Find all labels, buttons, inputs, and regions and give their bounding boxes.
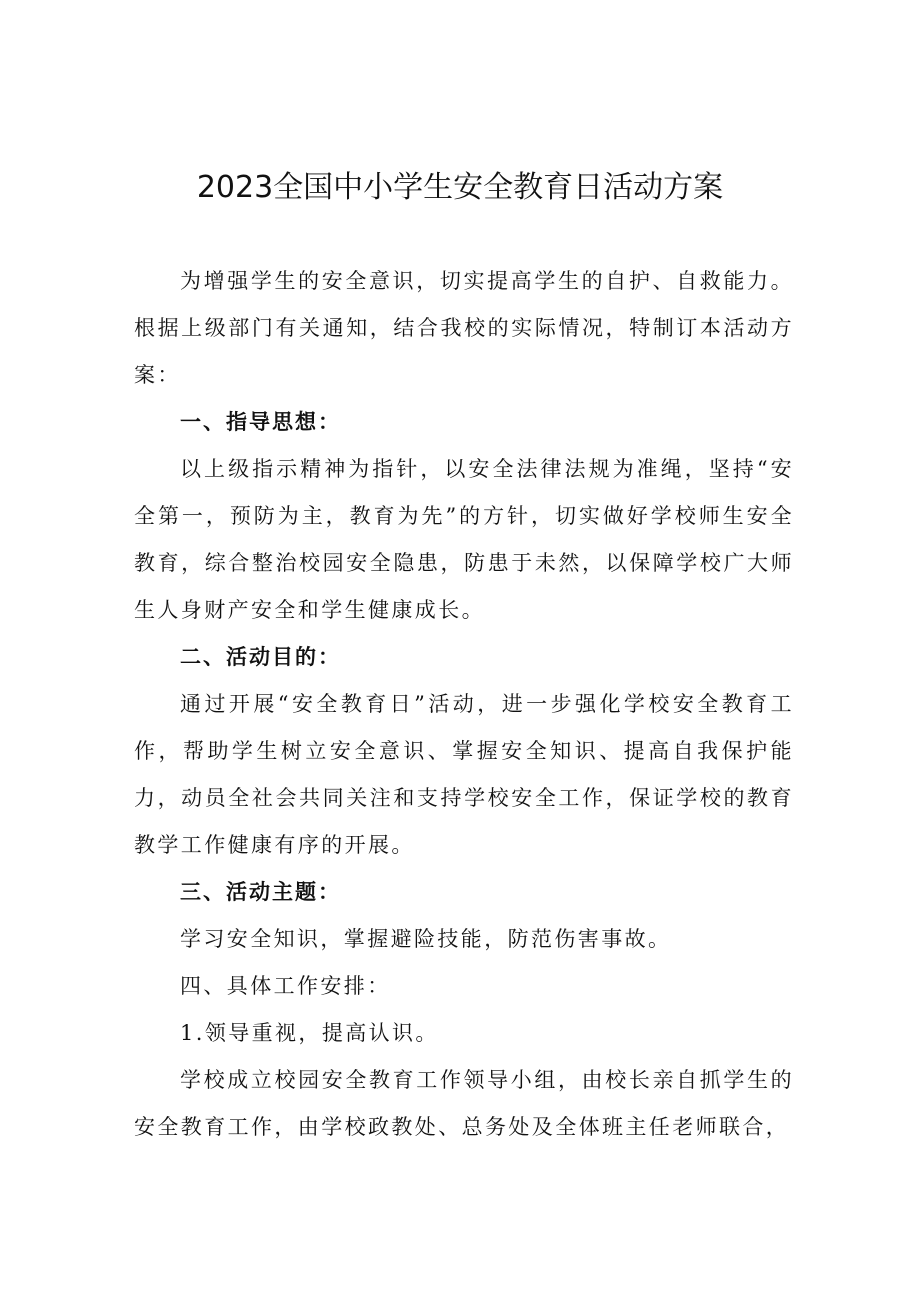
section-text-guiding-ideology: 以上级指示精神为指针，以安全法律法规为准绳，坚持“安全第一，预防为主，教育为先”的方针，切实做好学校师生安全教育，综合整治校园安全隐患，防患于未然，以保障学校广大师生人身财产安全和学生健康成长。 bbox=[134, 457, 794, 622]
intro-paragraph: 为增强学生的安全意识，切实提高学生的自护、自救能力。根据上级部门有关通知，结合我校的实际情况，特制订本活动方案： bbox=[134, 269, 794, 387]
section-heading-activity-purpose: 二、活动目的： bbox=[180, 645, 341, 669]
section-heading-activity-theme: 三、活动主题： bbox=[180, 880, 341, 904]
document-body bbox=[134, 258, 794, 1151]
page-title: 2023全国中小学生安全教育日活动方案 bbox=[196, 170, 724, 205]
work-item-1: 1.领导重视，提高认识。 bbox=[180, 1021, 439, 1045]
section-heading-work-arrangement: 四、具体工作安排： bbox=[180, 974, 391, 998]
section-text-activity-purpose: 通过开展“安全教育日”活动，进一步强化学校安全教育工作，帮助学生树立安全意识、掌握安全知识、提高自我保护能力，动员全社会共同关注和支持学校安全工作，保证学校的教育教学工作健康有序的开展。 bbox=[134, 692, 794, 857]
section-text-work-arrangement: 学校成立校园安全教育工作领导小组，由校长亲自抓学生的安全教育工作，由学校政教处、总务处及全体班主任老师联合， bbox=[134, 1068, 794, 1139]
section-text-activity-theme: 学习安全知识，掌握避险技能，防范伤害事故。 bbox=[180, 927, 672, 951]
section-heading-guiding-ideology: 一、指导思想： bbox=[180, 410, 341, 434]
